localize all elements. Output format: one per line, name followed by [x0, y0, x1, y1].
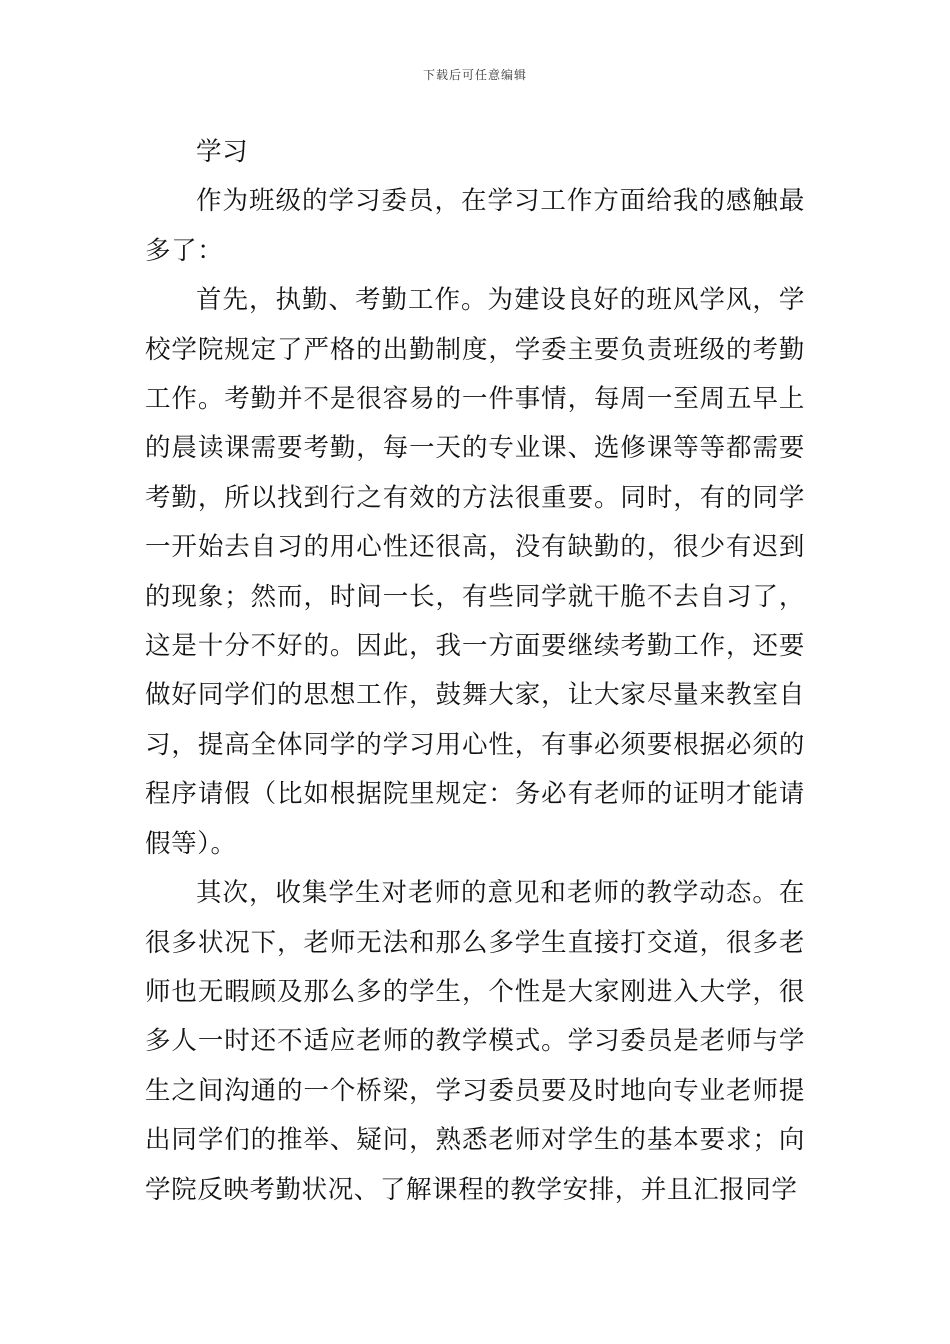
section-heading: 学习 — [196, 137, 249, 167]
paragraph-attendance: 首先，执勤、考勤工作。为建设良好的班风学风，学校学院规定了严格的出勤制度，学委主要负责班级的考勤工作。考勤并不是很容易的一件事情，每周一至周五早上的晨读课需要考勤，每一天的专业课、选修课等等都需要考勤，所以找到行之有效的方法很重要。同时，有的同学一开始去自习的用心性还很高，没有缺勤的，很少有迟到的现象；然而，时间一长，有些同学就干脆不去自习了，这是十分不好的。因此，我一方面要继续考勤工作，还要做好同学们的思想工作，鼓舞大家，让大家尽量来教室自习，提高全体同学的学习用心性，有事必须要根据必须的程序请假（比如根据院里规定：务必有老师的证明才能请假等）。 — [145, 285, 805, 859]
header-note: 下载后可任意编辑 — [422, 68, 527, 82]
paragraph-intro: 作为班级的学习委员，在学习工作方面给我的感触最多了： — [145, 186, 805, 266]
paragraph-feedback: 其次，收集学生对老师的意见和老师的教学动态。在很多状况下，老师无法和那么多学生直接打交道，很多老师也无暇顾及那么多的学生，个性是大家刚进入大学，很多人一时还不适应老师的教学模式。学习委员是老师与学生之间沟通的一个桥梁，学习委员要及时地向专业老师提出同学们的推举、疑问，熟悉老师对学生的基本要求；向学院反映考勤状况、了解课程的教学安排，并且汇报同学 — [145, 878, 805, 1205]
document-body — [145, 128, 805, 1215]
